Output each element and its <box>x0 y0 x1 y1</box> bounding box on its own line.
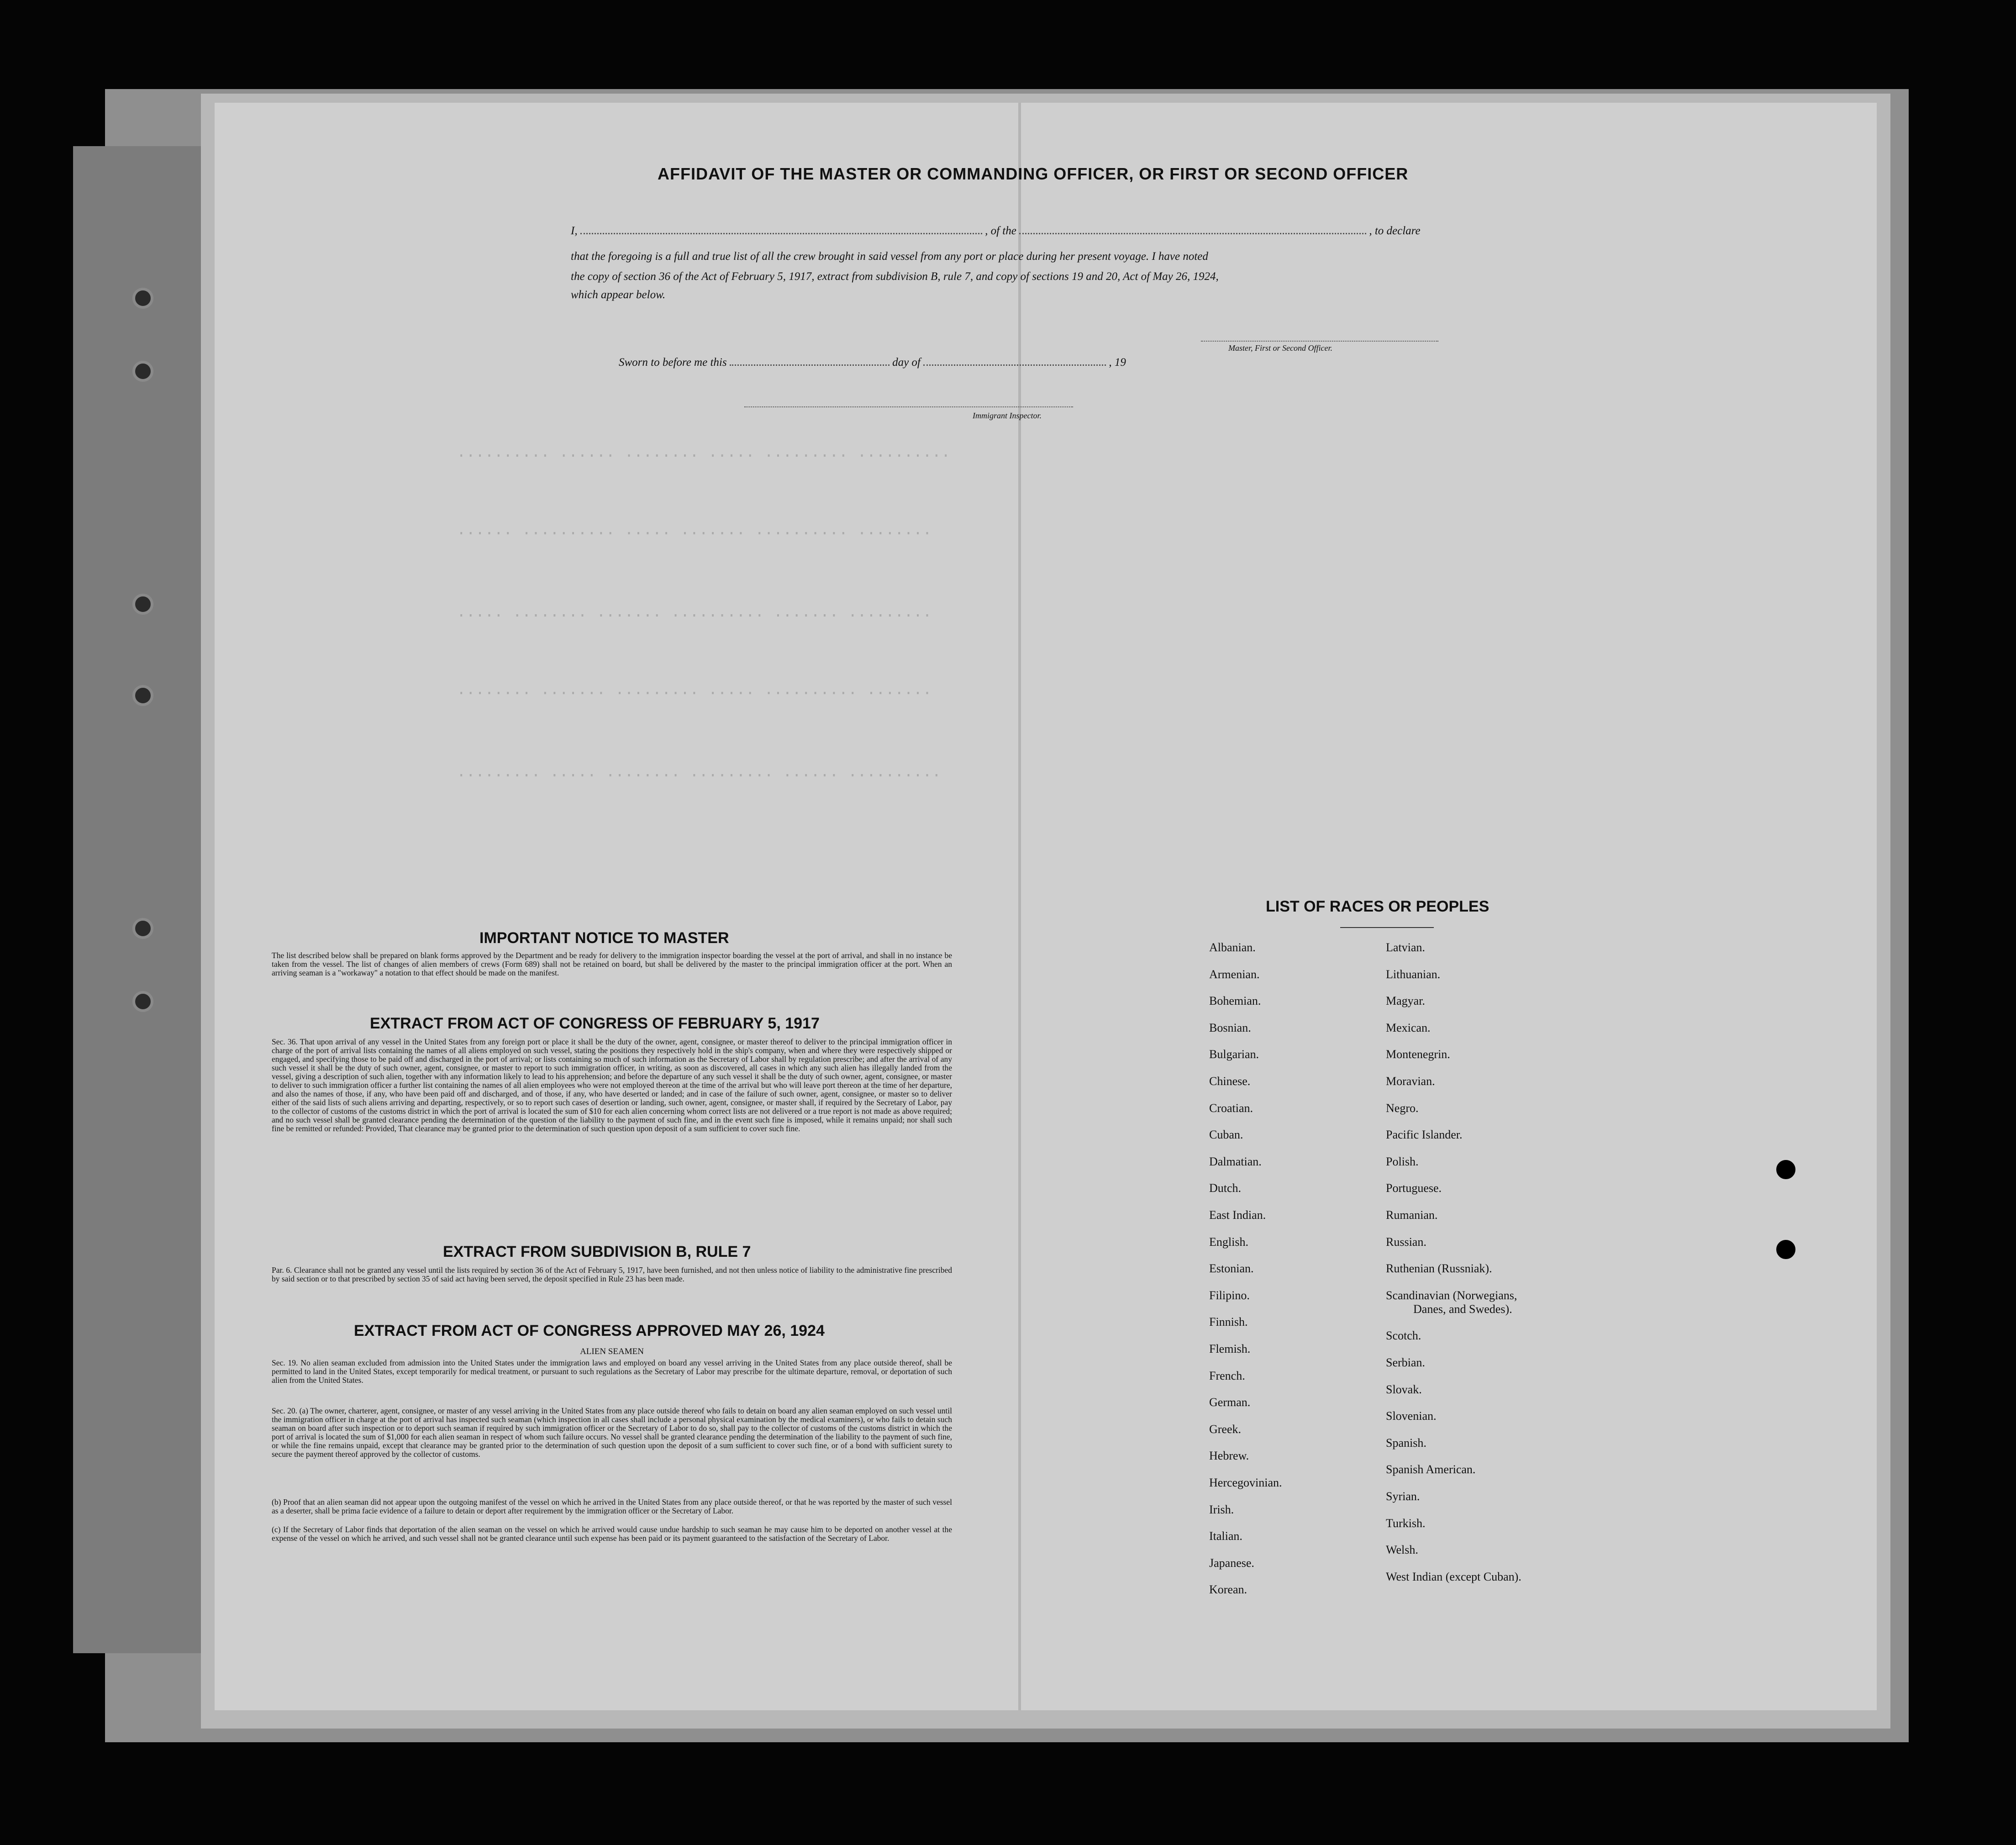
punch-dot <box>1776 1160 1795 1179</box>
race-item-left: Croatian. <box>1209 1101 1253 1115</box>
manifest-page <box>215 103 1877 1710</box>
race-item-left: Hercegovinian. <box>1209 1476 1282 1489</box>
show-through-texture: ·········· ······ ········· ········ ····· ········· <box>457 767 941 785</box>
notice-body: The list described below shall be prepared on blank forms approved by the Department and be ready for delivery to the immigration inspector boarding the vessel at the port of arrival, and shall in no instance be taken from the vessel. The list of changes of alien members of crews (Form 689) shall not be retained on board, but shall be delivered by the master to the principal immigration officer at the port. When an arriving seaman is a "workaway" a notation to that effect should be made on the manifest. <box>272 951 952 977</box>
affidavit-line-3: the copy of section 36 of the Act of February 5, 1917, extract from subdivision B, rule 7, and copy of sections 19 and 20, Act of May 26, 1924, <box>571 270 1219 283</box>
extract-1924-title: EXTRACT FROM ACT OF CONGRESS APPROVED MAY 26, 1924 <box>354 1322 825 1339</box>
sec-20a-body: Sec. 20. (a) The owner, charterer, agent, consignee, or master of any vessel arriving in the United States from any place outside thereof who fails to detain on board any alien seaman employed on such vessel until the immigration officer in charge at the port of arrival has inspected such seaman (which inspection in all cases shall include a personal physical examination by the medical examiners), or who fails to detain such seaman on board after such inspection or to deport such seaman if required by such immigration officer or the Secretary of Labor to do so, shall pay to the collector of customs of the customs district in which the port of arrival is located the sum of $1,000 for each alien seaman in respect of whom such failure occurs. No vessel shall be granted clearance pending the determination of the liability to the payment of such fine, or while the fine remains unpaid, except that clearance may be granted prior to the determination of such question upon the deposit of a sum sufficient to cover such fine, or of a bond with sufficient surety to secure the payment thereof approved by the collector of customs. <box>272 1406 952 1459</box>
sworn-line <box>619 355 1126 369</box>
race-item-left: Estonian. <box>1209 1262 1254 1276</box>
race-item-right: Mexican. <box>1386 1021 1431 1034</box>
affidavit-line-2: that the foregoing is a full and true list of all the crew brought in said vessel from any port or place during her present voyage. I have noted <box>571 250 1208 263</box>
race-item-right: Syrian. <box>1386 1490 1420 1503</box>
race-item-right: Montenegrin. <box>1386 1048 1450 1061</box>
affidavit-line-1-b: , of the <box>985 225 1016 237</box>
race-item-left: Korean. <box>1209 1583 1247 1597</box>
race-item-left: Japanese. <box>1209 1556 1254 1570</box>
race-item-right: Turkish. <box>1386 1516 1426 1530</box>
race-item-left: Cuban. <box>1209 1128 1243 1142</box>
race-item-left: Chinese. <box>1209 1075 1251 1088</box>
race-item-right: Slovenian. <box>1386 1409 1437 1423</box>
inspector-caption: Immigrant Inspector. <box>973 411 1042 420</box>
race-item-right: Rumanian. <box>1386 1208 1438 1222</box>
affidavit-title: AFFIDAVIT OF THE MASTER OR COMMANDING OFFICER, OR FIRST OR SECOND OFFICER <box>658 164 1409 183</box>
binder-hole <box>132 918 153 939</box>
race-item-right: Slovak. <box>1386 1382 1422 1396</box>
race-item-left: Finnish. <box>1209 1315 1248 1329</box>
binder-hole <box>132 685 153 706</box>
race-item-left: Filipino. <box>1209 1288 1250 1302</box>
race-item-right: Negro. <box>1386 1101 1419 1115</box>
race-item-left: Albanian. <box>1209 941 1256 954</box>
races-title-underline <box>1340 927 1434 928</box>
inspector-signature-line[interactable] <box>744 406 1073 407</box>
binder-hole <box>132 991 153 1012</box>
sworn-c: , 19 <box>1109 356 1126 369</box>
race-item-left: East Indian. <box>1209 1208 1266 1222</box>
race-item-right: Lithuanian. <box>1386 967 1441 981</box>
race-item-right: Pacific Islander. <box>1386 1128 1463 1142</box>
sworn-day-field[interactable] <box>730 355 890 366</box>
race-item-left: Italian. <box>1209 1529 1242 1543</box>
race-item-right: Latvian. <box>1386 941 1425 954</box>
race-item-right: Spanish. <box>1386 1436 1426 1450</box>
punch-dot <box>1776 1240 1795 1259</box>
race-item-right: Welsh. <box>1386 1543 1418 1557</box>
show-through-texture: ········ ·········· ······· ····· ·········· ······ <box>457 525 932 543</box>
race-item-left: Dutch. <box>1209 1181 1242 1195</box>
race-item-left: German. <box>1209 1396 1251 1409</box>
race-item-right: Serbian. <box>1386 1356 1425 1369</box>
race-item-left: Irish. <box>1209 1502 1234 1516</box>
race-item-right: Spanish American. <box>1386 1463 1476 1476</box>
notice-title: IMPORTANT NOTICE TO MASTER <box>479 929 729 947</box>
races-title: LIST OF RACES OR PEOPLES <box>1266 898 1490 915</box>
race-item-right: Scotch. <box>1386 1329 1421 1343</box>
race-item-left: English. <box>1209 1235 1248 1249</box>
race-item-right: Ruthenian (Russniak). <box>1386 1262 1492 1276</box>
race-item-right: Portuguese. <box>1386 1181 1442 1195</box>
show-through-texture: ······· ·········· ····· ········· ······· ········ <box>457 685 932 702</box>
race-item-left: Bohemian. <box>1209 994 1261 1008</box>
race-item-right: Scandinavian (Norwegians, <box>1386 1288 1517 1302</box>
race-item-left: Dalmatian. <box>1209 1154 1262 1168</box>
race-item-left: Greek. <box>1209 1422 1242 1436</box>
sec-19-body: Sec. 19. No alien seaman excluded from admission into the United States under the immigration laws and employed on board any vessel arriving in the United States from any place outside thereof, shall be permitted to land in the United States, except temporarily for medical treatment, or pursuant to such regulations as the Secretary of Labor may prescribe for the ultimate departure, removal, or deportation of such alien from the United States. <box>272 1358 952 1385</box>
race-item-right: Magyar. <box>1386 994 1425 1008</box>
binder-hole <box>132 361 153 382</box>
name-field[interactable] <box>580 224 982 234</box>
show-through-texture: ·········· ········· ····· ········ ······ ·········· <box>457 448 951 465</box>
binder-hole <box>132 288 153 309</box>
race-item-right: West Indian (except Cuban). <box>1386 1570 1521 1583</box>
sec-20b-body: (b) Proof that an alien seaman did not appear upon the outgoing manifest of the vessel on which he arrived in the United States from any place outside thereof, or that he was reported by the master of such vessel as a deserter, shall be prima facie evidence of a failure to detain or deport after requirement by the immigration officer or the Secretary of Labor. <box>272 1497 952 1515</box>
race-item-left: Bulgarian. <box>1209 1048 1259 1061</box>
extract-1924-subtitle: ALIEN SEAMEN <box>580 1347 644 1356</box>
master-caption: Master, First or Second Officer. <box>1228 343 1332 353</box>
binder-hole <box>132 594 153 615</box>
extract-1917-body: Sec. 36. That upon arrival of any vessel in the United States from any foreign port or place it shall be the duty of the owner, agent, consignee, or master thereof to deliver to the principal immigration officer in charge of the port of arrival lists containing the names of all aliens employed on such vessel, stating the positions they respectively hold in the ship's company, when and where they were respectively shipped or engaged, and specifying those to be paid off and discharged in the port of arrival; or lists containing so much of such information as the Secretary of Labor shall by regulation prescribe; and after the arrival of any such vessel it shall be the duty of such owner, agent, consignee, or master to report to such immigration officer, in writing, as soon as discovered, all cases in which any such alien has illegally landed from the vessel, giving a description of such alien, together with any information likely to lead to his apprehension; and before the departure of any such vessel it shall be the duty of such owner, agent, consignee, or master to deliver to such immigration officer a further list containing the names of all alien employees who were not employed thereon at the time of the arrival but who will leave port thereon at the time of her departure, and also the names of those, if any, who have been paid off and discharged, and of those, if any, who have deserted or landed; and in case of the failure of such owner, agent, consignee, or master so to deliver either of the said lists of such aliens arriving and departing, respectively, or so to report such cases of desertion or landing, such owner, agent, consignee, or master shall, if required by the Secretary of Labor, pay to the collector of customs of the customs district in which the port of arrival is located the sum of $10 for each alien concerning whom correct lists are not delivered or a true report is not made as above required; and no such vessel shall be granted clearance pending the determination of the question of the liability to the payment of such fine, and in the event such fine is imposed, while it remains unpaid; nor shall such fine be remitted or refunded: Provided, That clearance may be granted prior to the determination of such question upon deposit of a sum sufficient to cover such fine. <box>272 1037 952 1133</box>
race-item-left: Bosnian. <box>1209 1021 1251 1034</box>
race-item-left: Flemish. <box>1209 1342 1251 1355</box>
race-item-right: Polish. <box>1386 1154 1419 1168</box>
race-item-left: French. <box>1209 1369 1245 1382</box>
sec-20c-body: (c) If the Secretary of Labor finds that deportation of the alien seaman on the vessel on which he arrived would cause undue hardship to such seaman he may cause him to be deported on another vessel at the expense of the vessel on which he arrived, and such vessel shall not be granted clearance until such expense has been paid or its payment guaranteed to the satisfaction of the Secretary of Labor. <box>272 1525 952 1543</box>
sworn-a: Sworn to before me this <box>619 356 727 369</box>
extract-rule7-title: EXTRACT FROM SUBDIVISION B, RULE 7 <box>443 1243 751 1260</box>
sworn-month-field[interactable] <box>923 355 1106 366</box>
affidavit-line-1 <box>571 224 1421 237</box>
race-item-right: Danes, and Swedes). <box>1413 1302 1512 1316</box>
page-fold <box>1018 103 1021 1710</box>
affidavit-line-4: which appear below. <box>571 289 666 301</box>
affidavit-line-1-a: I, <box>571 225 578 237</box>
race-item-left: Hebrew. <box>1209 1449 1249 1463</box>
affidavit-line-1-c: , to declare <box>1369 225 1421 237</box>
show-through-texture: ········· ······· ·········· ······· ········ ····· <box>457 607 932 625</box>
race-item-right: Moravian. <box>1386 1075 1435 1088</box>
extract-rule7-body: Par. 6. Clearance shall not be granted any vessel until the lists required by section 36 of the Act of February 5, 1917, have been furnished, and not then unless notice of liability to the administrative fine prescribed by said section or to that prescribed by section 35 of said act having been served, the deposit specified in Rule 23 has been made. <box>272 1265 952 1283</box>
extract-1917-title: EXTRACT FROM ACT OF CONGRESS OF FEBRUARY 5, 1917 <box>370 1015 820 1032</box>
sworn-b: day of <box>892 356 921 369</box>
vessel-field[interactable] <box>1019 224 1366 234</box>
race-item-right: Russian. <box>1386 1235 1426 1249</box>
master-signature-line[interactable] <box>1201 341 1438 342</box>
race-item-left: Armenian. <box>1209 967 1260 981</box>
